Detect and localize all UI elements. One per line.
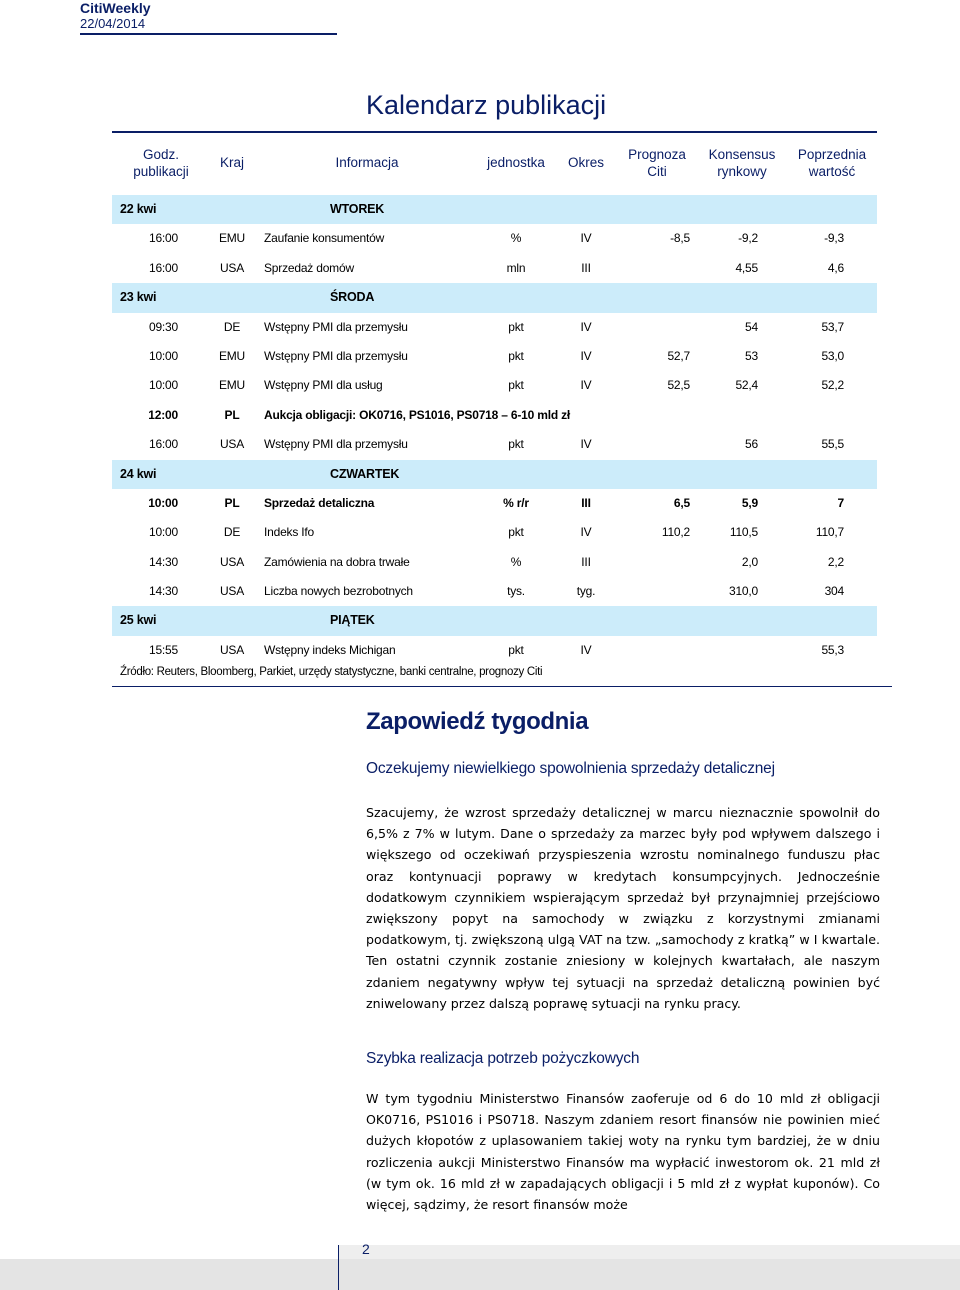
previous-value: 7	[837, 495, 844, 510]
section-heading-borrowing: Szybka realizacja potrzeb pożyczkowych	[366, 1050, 640, 1067]
col-header-previous: Poprzednia wartość	[797, 147, 867, 179]
indicator-name: Indeks Ifo	[264, 525, 315, 540]
calendar-row	[112, 313, 877, 342]
col-header-consensus: Konsensus rynkowy	[708, 147, 776, 179]
release-time: 10:00	[148, 525, 178, 540]
footer-band	[338, 1245, 960, 1259]
release-time: 16:00	[148, 437, 178, 452]
market-consensus: 2,0	[741, 554, 758, 569]
release-time: 10:00	[148, 495, 178, 510]
calendar-row	[112, 489, 877, 518]
indicator-name: Wstępny PMI dla usług	[264, 378, 383, 393]
country-code: EMU	[218, 378, 246, 393]
calendar-row	[112, 548, 877, 577]
day-name: CZWARTEK	[330, 466, 400, 481]
unit: %	[510, 554, 522, 569]
section-body-borrowing: W tym tygodniu Ministerstwo Finansów zaoferuje od 6 do 10 mld zł obligacji OK0716, PS1016 i PS0718. Naszym zdaniem resort finansów nie powinien mieć dużych kłopotów z uplasowaniem takiej woty na rynku tym bardziej, że w dniu rozliczenia aukcji Ministerstwo Finansów ma wypłacić inwestorom ok. 21 mld zł (w tym ok. 16 mld zł w zapadających obligacji i 5 mld zł z wypłat kuponów). Co więcej, sądzimy, że resort finansów może	[366, 1091, 880, 1213]
citi-forecast: 110,2	[661, 525, 690, 540]
citi-forecast: 6,5	[673, 495, 690, 510]
col-header-time: Godz. publikacji	[133, 147, 189, 179]
market-consensus: 5,9	[741, 495, 758, 510]
calendar-row	[112, 518, 877, 547]
unit: tys.	[507, 584, 525, 599]
brand-name: CitiWeekly	[80, 0, 151, 16]
section-body-retail: Szacujemy, że wzrost sprzedaży detalicznej w marcu nieznacznie spowolnił do 6,5% z 7% w lutym. Dane o sprzedaży za marzec były pod wpływem dalszego i większego od oczekiwań przyspieszenia wzrostu nominalnego funduszu płac oraz kontynuacji poprawy w kredytach konsumpcyjnych. Jednocześnie dodatkowym czynnikiem wspierającym sprzedaż był przynajmniej przejściowo zwiększony popyt na samochody w związku z korzystnymi zmianami podatkowym, tj. zwiększoną ulgą VAT na tzw. „samochody z kratką” w I kwartale. Ten ostatni czynnik zostanie zniesiony w kolejnych kwartałach, ale naszym zdaniem negatywny wpływ tej sytuacji na sprzedaż detaliczną powinien być zniwelowany przez dalszą poprawę sytuacji na rynku pracy.	[366, 805, 880, 1011]
period: IV	[580, 348, 592, 363]
period: IV	[580, 378, 592, 393]
header-divider	[80, 33, 337, 35]
unit: pkt	[508, 437, 524, 452]
indicator-name: Zamówienia na dobra trwałe	[264, 554, 410, 569]
release-time: 14:30	[148, 554, 178, 569]
unit: pkt	[508, 525, 524, 540]
release-time: 16:00	[148, 231, 178, 246]
indicator-name: Wstępny PMI dla przemysłu	[264, 437, 408, 452]
footer-divider	[338, 1245, 339, 1290]
citi-forecast: 52,7	[667, 348, 690, 363]
indicator-name: Zaufanie konsumentów	[264, 231, 385, 246]
previous-value: 55,3	[821, 642, 844, 657]
day-name: ŚRODA	[330, 290, 375, 305]
previous-value: 304	[824, 584, 844, 599]
section-heading-retail: Oczekujemy niewielkiego spowolnienia sprzedaży detalicznej	[366, 760, 775, 777]
day-separator-row	[112, 283, 877, 312]
release-time: 10:00	[148, 378, 178, 393]
unit: pkt	[508, 319, 524, 334]
col-header-unit: jednostka	[487, 155, 545, 170]
market-consensus: -9,2	[738, 231, 758, 246]
release-time: 09:30	[148, 319, 178, 334]
unit: pkt	[508, 642, 524, 657]
period: tyg.	[576, 584, 596, 599]
country-code: PL	[224, 495, 240, 510]
market-consensus: 310,0	[728, 584, 758, 599]
indicator-name: Aukcja obligacji: OK0716, PS1016, PS0718 – 6-10 mld zł	[264, 407, 571, 422]
citi-forecast: 52,5	[667, 378, 690, 393]
calendar-table	[112, 133, 877, 665]
market-consensus: 56	[745, 437, 758, 452]
period: III	[581, 495, 591, 510]
country-code: EMU	[218, 231, 246, 246]
country-code: USA	[219, 260, 245, 275]
day-separator-row	[112, 195, 877, 224]
country-code: USA	[219, 554, 245, 569]
release-time: 16:00	[148, 260, 178, 275]
previous-value: 4,6	[827, 260, 844, 275]
market-consensus: 54	[745, 319, 758, 334]
calendar-row	[112, 636, 877, 665]
source-note: Źródło: Reuters, Bloomberg, Parkiet, urzędy statystyczne, banki centralne, prognozy Citi	[120, 666, 543, 678]
calendar-title: Kalendarz publikacji	[366, 90, 607, 120]
release-time: 14:30	[148, 584, 178, 599]
period: IV	[580, 642, 592, 657]
calendar-row	[112, 430, 877, 459]
indicator-name: Wstępny indeks Michigan	[264, 642, 396, 657]
market-consensus: 53	[745, 348, 758, 363]
period: III	[581, 260, 591, 275]
release-time: 10:00	[148, 348, 178, 363]
previous-value: -9,3	[824, 231, 844, 246]
release-time: 15:55	[148, 642, 178, 657]
day-separator-row	[112, 606, 877, 635]
market-consensus: 110,5	[729, 525, 758, 540]
publication-date: 22/04/2014	[80, 16, 146, 31]
market-consensus: 52,4	[735, 378, 758, 393]
previous-value: 2,2	[827, 554, 844, 569]
unit: pkt	[508, 348, 524, 363]
indicator-name: Wstępny PMI dla przemysłu	[264, 348, 408, 363]
day-name: PIĄTEK	[330, 613, 375, 628]
country-code: USA	[219, 437, 245, 452]
indicator-name: Wstępny PMI dla przemysłu	[264, 319, 408, 334]
indicator-name: Sprzedaż domów	[264, 260, 354, 275]
unit: %	[510, 231, 522, 246]
day-date: 22 kwi	[120, 202, 157, 216]
country-code: EMU	[218, 348, 246, 363]
calendar-row	[112, 254, 877, 283]
calendar-row	[112, 401, 877, 430]
day-date: 25 kwi	[120, 613, 157, 628]
previous-value: 52,2	[821, 378, 844, 393]
previous-value: 53,7	[821, 319, 844, 334]
calendar-row	[112, 577, 877, 606]
unit: pkt	[508, 378, 524, 393]
country-code: PL	[224, 407, 240, 422]
calendar-row	[112, 342, 877, 371]
market-consensus: 4,55	[735, 260, 758, 275]
country-code: USA	[219, 642, 245, 657]
brand-header	[80, 0, 151, 32]
citi-forecast: -8,5	[670, 231, 690, 246]
indicator-name: Sprzedaż detaliczna	[264, 495, 375, 510]
country-code: DE	[223, 525, 241, 540]
day-date: 24 kwi	[120, 466, 157, 481]
period: IV	[580, 231, 592, 246]
previous-value: 110,7	[815, 525, 844, 540]
calendar-row	[112, 371, 877, 400]
release-time: 12:00	[148, 407, 178, 422]
period: IV	[580, 525, 592, 540]
period: IV	[580, 437, 592, 452]
period: III	[581, 554, 591, 569]
unit: mln	[506, 260, 526, 275]
country-code: USA	[219, 584, 245, 599]
calendar-body	[112, 195, 877, 665]
col-header-period: Okres	[567, 155, 604, 170]
indicator-name: Liczba nowych bezrobotnych	[264, 584, 413, 599]
col-header-forecast: Prognoza Citi	[628, 147, 686, 179]
day-date: 23 kwi	[120, 290, 157, 305]
previous-value: 53,0	[821, 348, 844, 363]
calendar-header-row	[112, 133, 877, 195]
unit: % r/r	[503, 495, 529, 510]
footer-left-blank	[0, 1245, 338, 1259]
day-separator-row	[112, 460, 877, 489]
page-number: 2	[362, 1241, 370, 1257]
period: IV	[580, 319, 592, 334]
country-code: DE	[223, 319, 241, 334]
calendar-row	[112, 224, 877, 253]
previous-value: 55,5	[821, 437, 844, 452]
col-header-info: Informacja	[335, 155, 399, 170]
preview-title: Zapowiedź tygodnia	[366, 708, 589, 735]
col-header-country: Kraj	[219, 155, 244, 170]
day-name: WTOREK	[330, 202, 385, 216]
source-divider	[112, 686, 892, 687]
